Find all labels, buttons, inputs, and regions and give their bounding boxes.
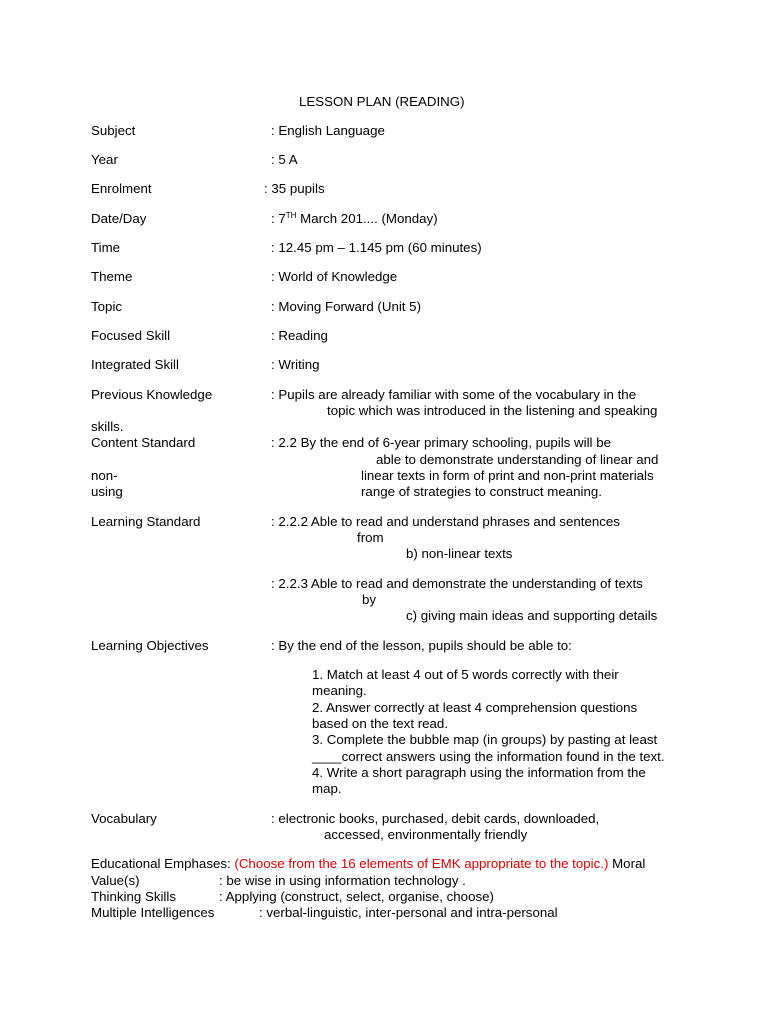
- learning-standard-b-line3: c) giving main ideas and supporting details: [406, 608, 658, 623]
- content-standard-line4: range of strategies to construct meaning.: [361, 484, 602, 499]
- educational-emphases-note: (Choose from the 16 elements of EMK appropriate to the topic.): [234, 856, 609, 871]
- thinking-skills-label: Thinking Skills: [91, 889, 176, 904]
- moral-values-label: Value(s): [91, 873, 140, 888]
- content-standard-line1: : 2.2 By the end of 6-year primary schooling, pupils will be: [271, 435, 611, 450]
- theme-value: : World of Knowledge: [271, 269, 398, 284]
- previous-knowledge-line3: skills.: [91, 419, 124, 434]
- date-day-label: Date/Day: [91, 211, 147, 226]
- objective-1-line2: meaning.: [312, 683, 367, 698]
- objective-2-line2: based on the text read.: [312, 716, 449, 731]
- learning-standard-b-line2: by: [362, 592, 377, 607]
- topic-value: : Moving Forward (Unit 5): [271, 299, 421, 314]
- enrolment-value: : 35 pupils: [264, 181, 325, 196]
- objective-4-line2: map.: [312, 781, 342, 796]
- learning-standard-a-line1: : 2.2.2 Able to read and understand phrases and sentences: [271, 514, 620, 529]
- objective-2-line1: 2. Answer correctly at least 4 comprehension questions: [312, 700, 638, 715]
- learning-objectives-label: Learning Objectives: [91, 638, 209, 653]
- thinking-skills-value: : Applying (construct, select, organise, choose): [219, 889, 494, 904]
- year-label: Year: [91, 152, 118, 167]
- vocabulary-line2: accessed, environmentally friendly: [324, 827, 528, 842]
- learning-objectives-intro: : By the end of the lesson, pupils should be able to:: [271, 638, 572, 653]
- previous-knowledge-line2: topic which was introduced in the listening and speaking: [327, 403, 658, 418]
- focused-skill-value: : Reading: [271, 328, 328, 343]
- learning-standard-b-line1: : 2.2.3 Able to read and demonstrate the understanding of texts: [271, 576, 643, 591]
- previous-knowledge-label: Previous Knowledge: [91, 387, 213, 402]
- objective-3-line1: 3. Complete the bubble map (in groups) by pasting at least: [312, 732, 658, 747]
- content-standard-left4: using: [91, 484, 123, 499]
- integrated-skill-value: : Writing: [271, 357, 320, 372]
- learning-standard-a-line2: from: [357, 530, 384, 545]
- moral-values-value: : be wise in using information technology .: [219, 873, 466, 888]
- content-standard-line3: linear texts in form of print and non-print materials: [361, 468, 654, 483]
- moral-word: Moral: [612, 856, 646, 871]
- objective-4-line1: 4. Write a short paragraph using the information from the: [312, 765, 646, 780]
- focused-skill-label: Focused Skill: [91, 328, 171, 343]
- objective-3-line2: ____correct answers using the information found in the text.: [312, 749, 665, 764]
- learning-standard-a-line3: b) non-linear texts: [406, 546, 513, 561]
- subject-value: : English Language: [271, 123, 385, 138]
- content-standard-label: Content Standard: [91, 435, 196, 450]
- integrated-skill-label: Integrated Skill: [91, 357, 179, 372]
- page-title: LESSON PLAN (READING): [299, 94, 465, 109]
- vocabulary-line1: : electronic books, purchased, debit cards, downloaded,: [271, 811, 600, 826]
- multiple-intelligences-label: Multiple Intelligences: [91, 905, 215, 920]
- multiple-intelligences-value: : verbal-linguistic, inter-personal and intra-personal: [259, 905, 558, 920]
- content-standard-line2: able to demonstrate understanding of linear and: [376, 452, 659, 467]
- learning-standard-label: Learning Standard: [91, 514, 201, 529]
- theme-label: Theme: [91, 269, 133, 284]
- year-value: : 5 A: [271, 152, 298, 167]
- content-standard-left3: non-: [91, 468, 118, 483]
- subject-label: Subject: [91, 123, 136, 138]
- previous-knowledge-line1: : Pupils are already familiar with some of the vocabulary in the: [271, 387, 637, 402]
- enrolment-label: Enrolment: [91, 181, 152, 196]
- objective-1-line1: 1. Match at least 4 out of 5 words correctly with their: [312, 667, 619, 682]
- vocabulary-label: Vocabulary: [91, 811, 157, 826]
- topic-label: Topic: [91, 299, 123, 314]
- time-value: : 12.45 pm – 1.145 pm (60 minutes): [271, 240, 482, 255]
- date-day-value: : 7TH March 201.... (Monday): [271, 211, 438, 226]
- educational-emphases-label: Educational Emphases:: [91, 856, 231, 871]
- time-label: Time: [91, 240, 121, 255]
- educational-emphases-line: [91, 856, 645, 872]
